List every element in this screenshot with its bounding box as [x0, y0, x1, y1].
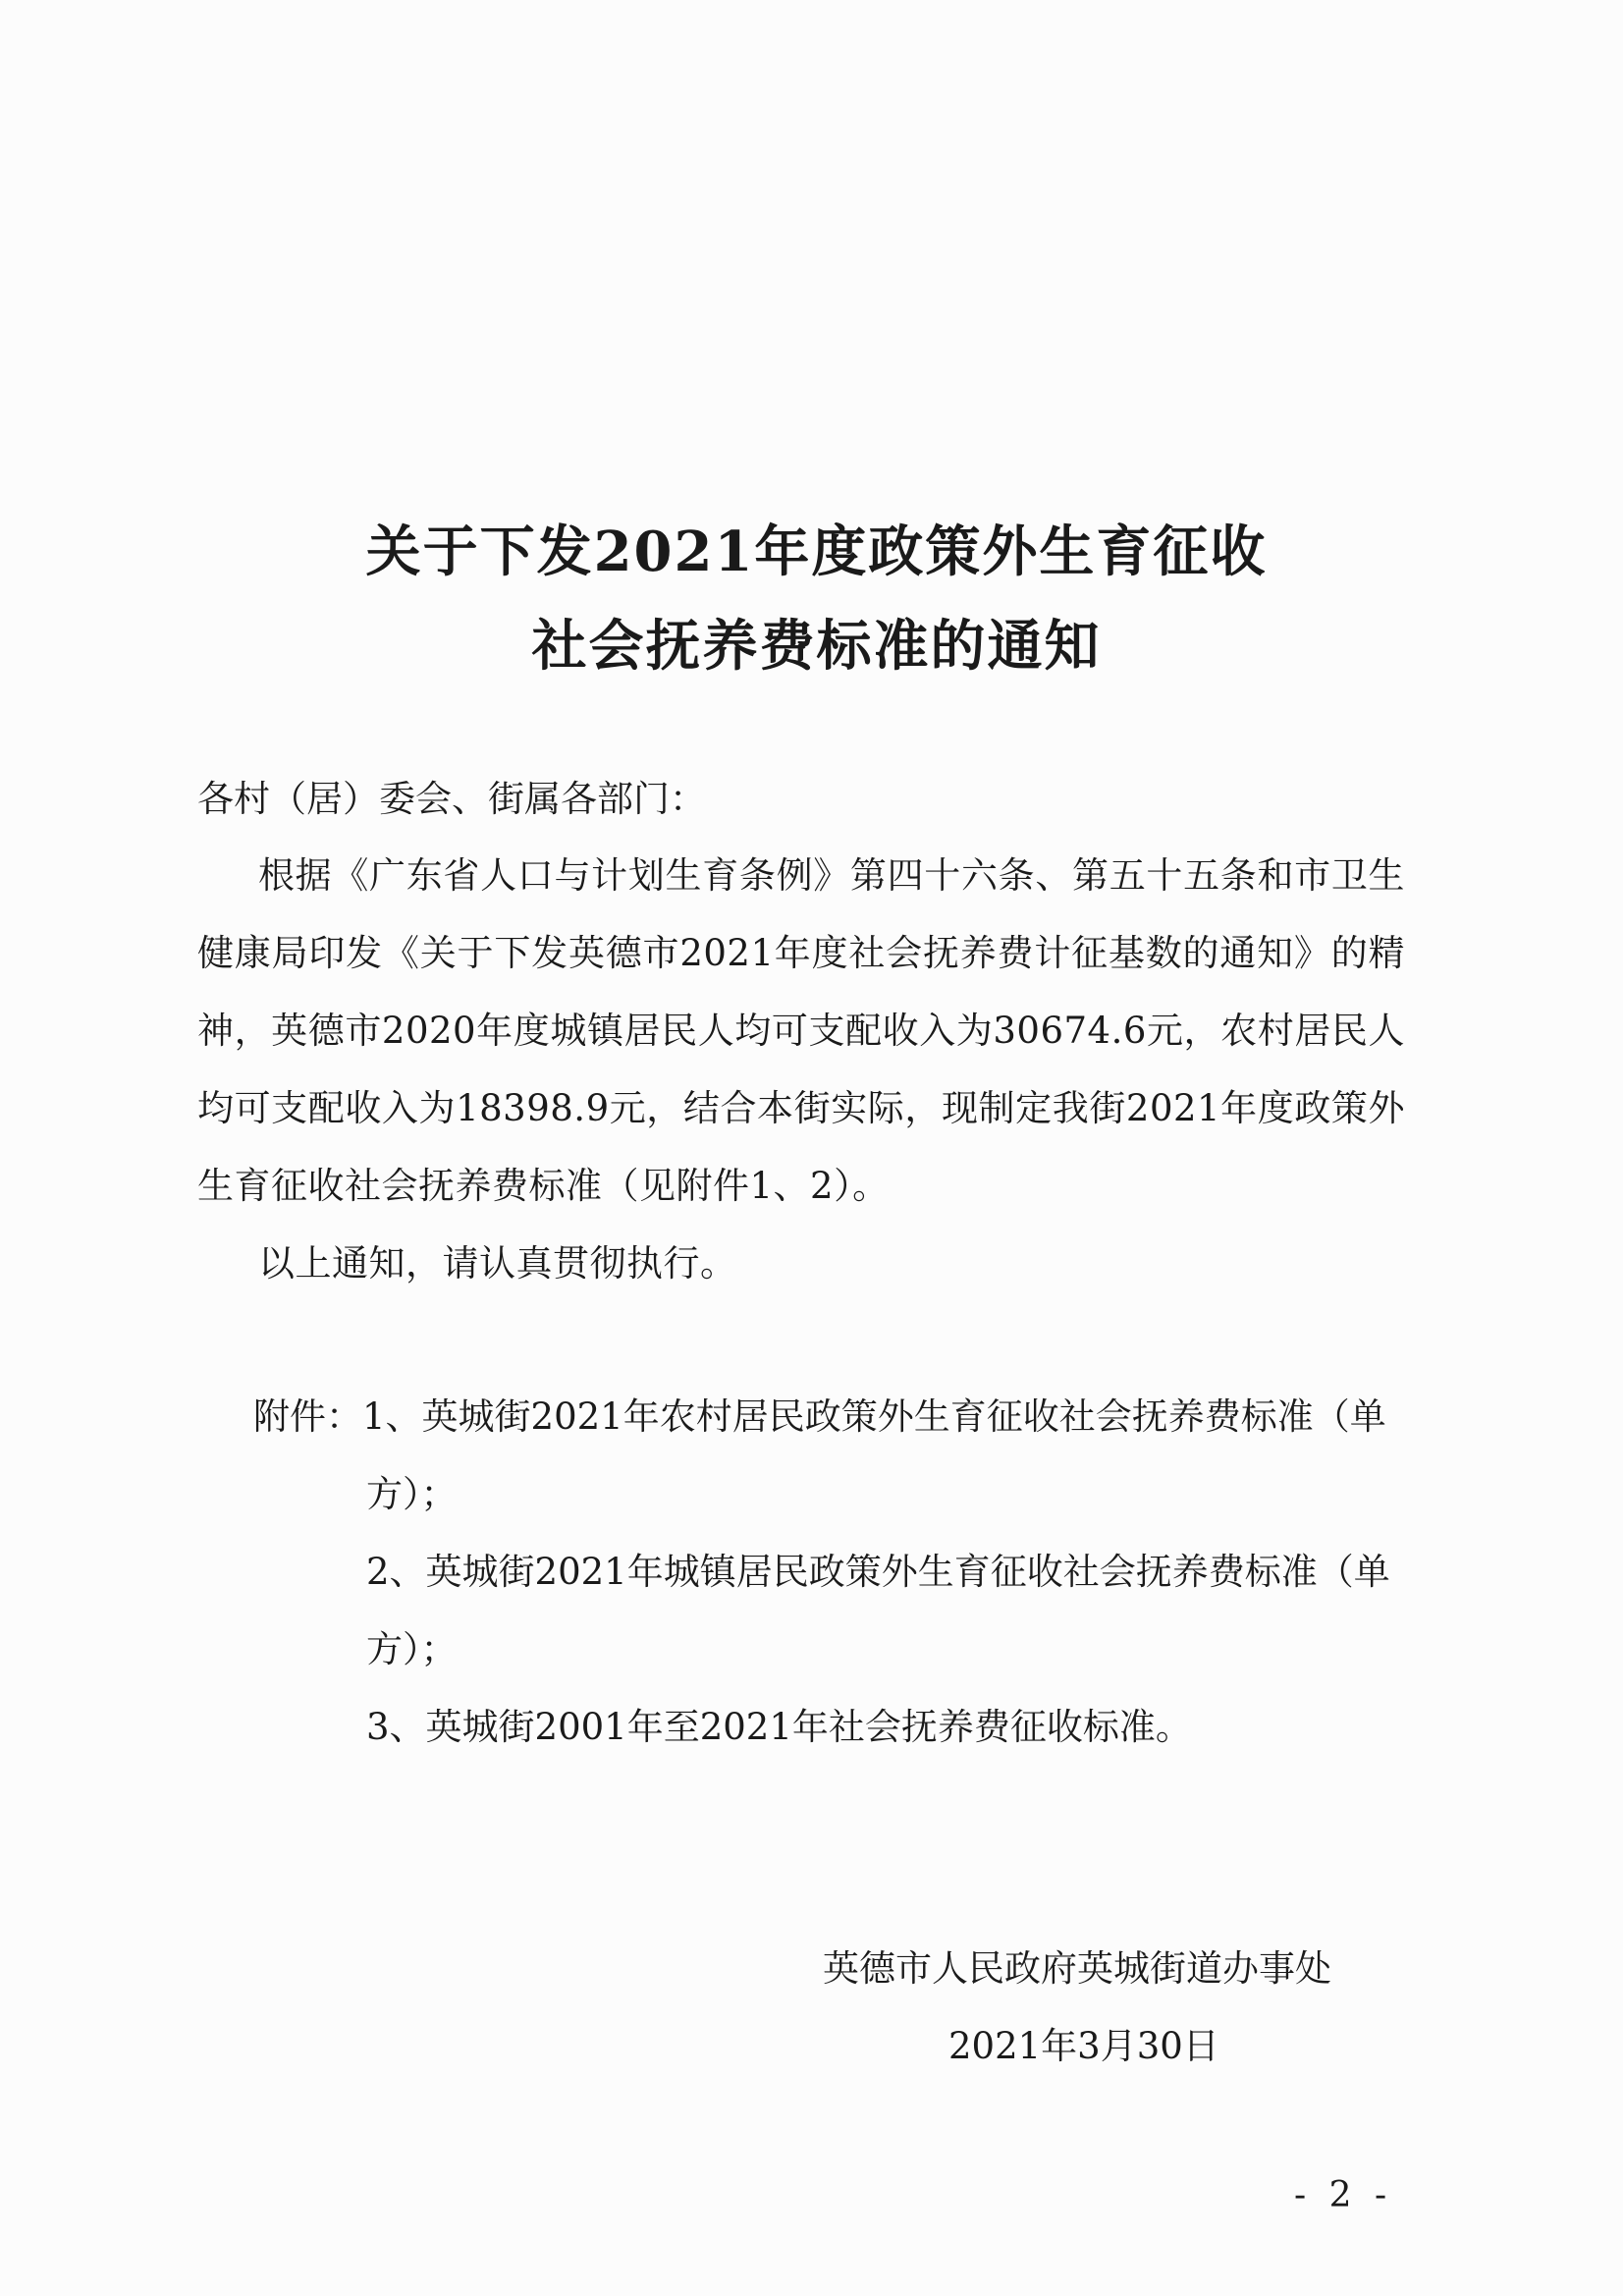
attachment-item-2-continued: 方）； [366, 1628, 458, 1670]
salutation: 各村（居）委会、街属各部门： [197, 778, 706, 820]
issue-date: 2021年3月30日 [948, 2025, 1219, 2067]
document-title-line-2: 社会抚养费标准的通知 [531, 614, 1102, 679]
body-paragraph-closing: 以上通知，请认真贯彻执行。 [258, 1242, 737, 1285]
attachment-item-1-continued: 方）； [366, 1473, 458, 1515]
attachment-item-3: 3、英城街2001年至2021年社会抚养费征收标准。 [366, 1706, 1192, 1748]
body-paragraph-main: 根据《广东省人口与计划生育条例》第四十六条、第五十五条和市卫生健康局印发《关于下发英德市2021年度社会抚养费计征基数的通知》的精神，英德市2020年度城镇居民人均可支配收入为30674.6元，农村居民人均可支配收入为18398.9元，结合本街实际，现制定我街2021年度政策外生育征收社会抚养费标准（见附件1、2）。 [197, 854, 1405, 1207]
attachment-item-1: 附件：1、英城街2021年农村居民政策外生育征收社会抚养费标准（单 [253, 1395, 1386, 1438]
page-number: - 2 - [1294, 2175, 1393, 2215]
document-title-line-1: 关于下发2021年度政策外生育征收 [365, 519, 1268, 584]
issuing-office: 英德市人民政府英城街道办事处 [823, 1947, 1331, 1990]
attachment-item-2: 2、英城街2021年城镇居民政策外生育征收社会抚养费标准（单 [366, 1551, 1390, 1593]
